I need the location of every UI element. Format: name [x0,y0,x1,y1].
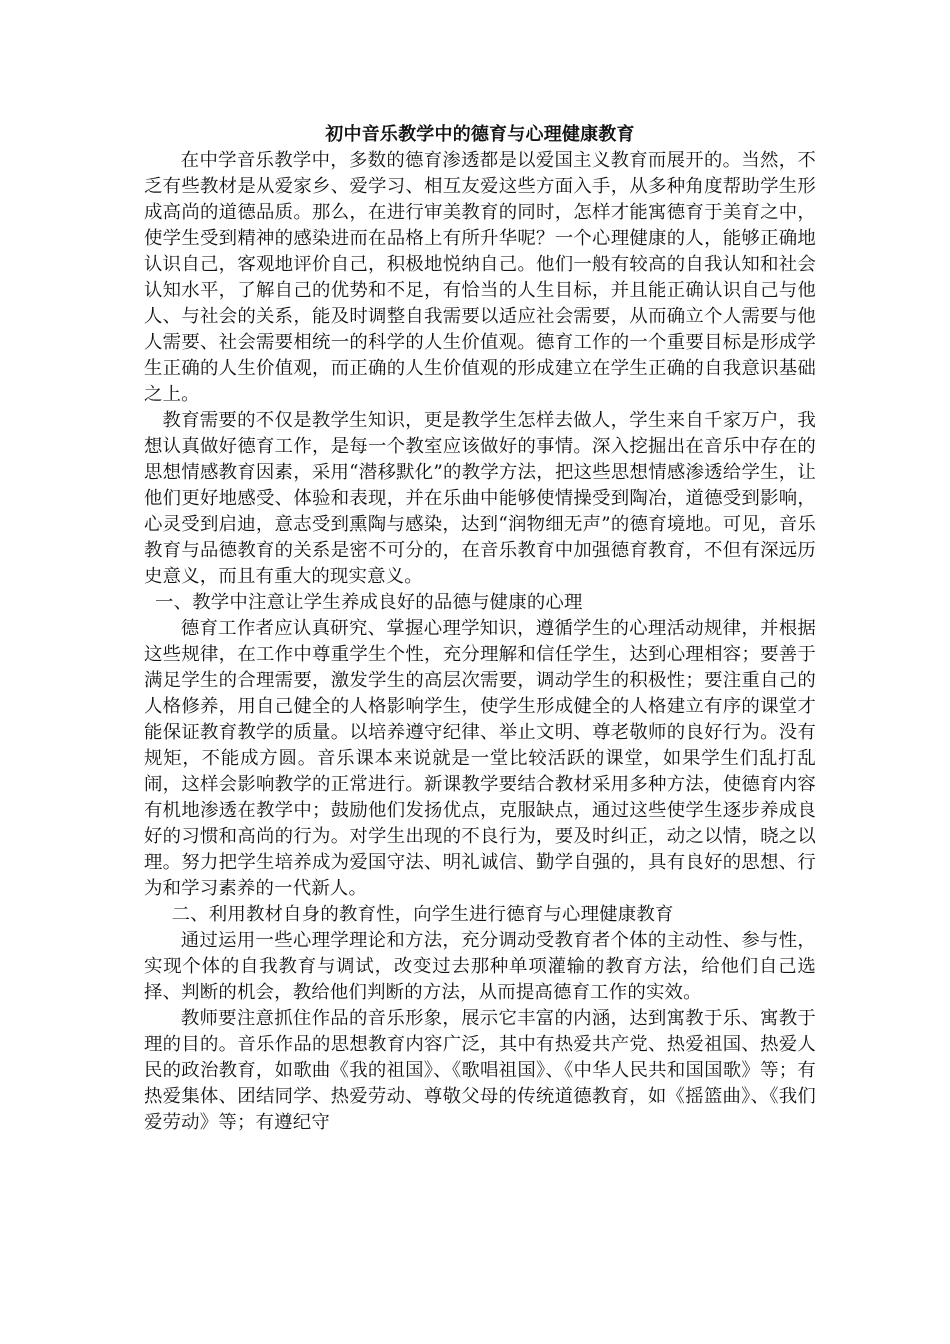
section-1-paragraph: 德育工作者应认真研究、掌握心理学知识，遵循学生的心理活动规律，并根据这些规律，在工作中尊重学生个性，充分理解和信任学生，达到心理相容；要善于满足学生的合理需要，激发学生的高层次需要，调动学生的积极性；要注重自己的人格修养，用自己健全的人格影响学生，使学生形成健全的人格建立有序的课堂才能保证教育教学的质量。以培养遵守纪律、举止文明、尊老敬师的良好行为。没有规矩，不能成方圆。音乐课本来说就是一堂比较活跃的课堂，如果学生们乱打乱闹，这样会影响教学的正常进行。新课教学要结合教材采用多种方法，使德育内容有机地渗透在教学中；鼓励他们发扬优点，克服缺点，通过这些使学生逐步养成良好的习惯和高尚的行为。对学生出现的不良行为，要及时纠正，动之以情，晓之以理。努力把学生培养成为爱国守法、明礼诚信、勤学自强的，具有良好的思想、行为和学习素养的一代新人。 [144,618,816,899]
section-heading-1: 一、教学中注意让学生养成良好的品德与健康的心理 [155,592,583,613]
document-page [144,122,816,1136]
body-paragraph-2: 教育需要的不仅是教学生知识，更是教学生怎样去做人，学生来自千家万户，我想认真做好德育工作，是每一个教室应该做好的事情。深入挖掘出在音乐中存在的思想情感教育因素，采用“潜移默化”的教学方法，把这些思想情感渗透给学生，让他们更好地感受、体验和表现，并在乐曲中能够使情操受到陶冶，道德受到影响，心灵受到启迪，意志受到熏陶与感染，达到“润物细无声”的德育境地。可见，音乐教育与品德教育的关系是密不可分的，在音乐教育中加强德育教育，不但有深远历史意义，而且有重大的现实意义。 [144,410,816,587]
section-2-paragraph-1: 通过运用一些心理学理论和方法，充分调动受教育者个体的主动性、参与性，实现个体的自我教育与调试，改变过去那种单项灌输的教育方法，给他们自己选择、判断的机会，教给他们判断的方法，从而提高德育工作的实效。 [144,930,816,1003]
section-2-paragraph-2: 教师要注意抓住作品的音乐形象，展示它丰富的内涵，达到寓教于乐、寓教于理的目的。音乐作品的思想教育内容广泛，其中有热爱共产党、热爱祖国、热爱人民的政治教育，如歌曲《我的祖国》、《歌唱祖国》、《中华人民共和国国歌》等；有热爱集体、团结同学、热爱劳动、尊敬父母的传统道德教育，如《摇篮曲》、《我们爱劳动》等；有遵纪守 [144,1008,816,1133]
document-title: 初中音乐教学中的德育与心理健康教育 [325,124,635,145]
body-paragraph-1: 在中学音乐教学中，多数的德育渗透都是以爱国主义教育而展开的。当然，不乏有些教材是从爱家乡、爱学习、相互友爱这些方面入手，从多种角度帮助学生形成高尚的道德品质。那么，在进行审美教育的同时，怎样才能寓德育于美育之中，使学生受到精神的感染进而在品格上有所升华呢？一个心理健康的人，能够正确地认识自己，客观地评价自己，积极地悦纳自己。他们一般有较高的自我认知和社会认知水平，了解自己的优势和不足，有恰当的人生目标，并且能正确认识自己与他人、与社会的关系，能及时调整自我需要以适应社会需要，从而确立个人需要与他人需要、社会需要相统一的科学的人生价值观。德育工作的一个重要目标是形成学生正确的人生价值观，而正确的人生价值观的形成建立在学生正确的自我意识基础之上。 [144,150,816,405]
section-heading-2: 二、利用教材自身的教育性，向学生进行德育与心理健康教育 [171,904,674,925]
